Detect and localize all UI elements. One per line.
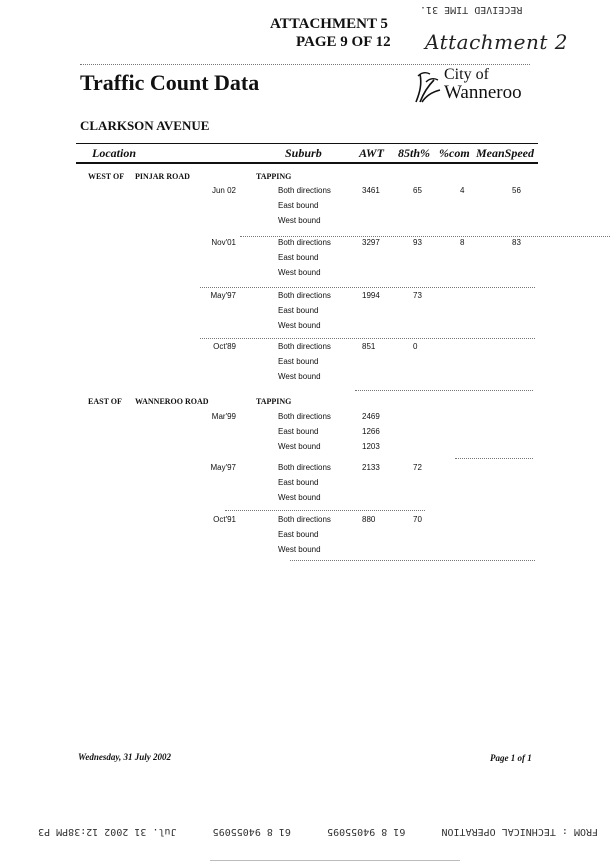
count-date: May'97	[210, 291, 236, 300]
logo-text-wanneroo: Wanneroo	[444, 82, 522, 103]
section-location-a: EAST OF	[88, 397, 122, 406]
count-date: Oct'89	[213, 342, 236, 351]
col-location: Location	[92, 146, 136, 160]
logo-text-city: City of	[444, 66, 489, 83]
scan-noise-line	[355, 390, 533, 392]
fax-from: FROM : TECHNICAL OPERATION	[441, 826, 598, 837]
col-com: %com	[439, 146, 470, 160]
direction-cell: Both directions	[278, 463, 331, 472]
attachment-page: PAGE 9 OF 12	[296, 34, 391, 50]
meanspeed-cell: 56	[512, 186, 521, 195]
direction-cell: West bound	[278, 493, 321, 502]
fax-footer-stamp	[38, 826, 598, 837]
direction-cell: West bound	[278, 372, 321, 381]
scan-edge-line	[210, 860, 460, 861]
count-date: Mar'99	[211, 412, 236, 421]
scan-noise-line	[455, 458, 533, 460]
section-suburb: TAPPING	[256, 172, 292, 181]
direction-cell: East bound	[278, 530, 319, 539]
direction-cell: West bound	[278, 321, 321, 330]
direction-cell: East bound	[278, 253, 319, 262]
fax-number-2: 61 8 94055095	[212, 826, 291, 837]
direction-cell: West bound	[278, 216, 321, 225]
count-date: Jun 02	[211, 186, 236, 195]
com-cell: 8	[460, 238, 465, 247]
section-location-road: WANNEROO ROAD	[135, 397, 209, 406]
awt-cell: 851	[362, 342, 376, 351]
awt-cell: 3297	[362, 238, 380, 247]
page-title: Traffic Count Data	[80, 70, 260, 95]
section-suburb: TAPPING	[256, 397, 292, 406]
direction-cell: East bound	[278, 478, 319, 487]
direction-cell: Both directions	[278, 412, 331, 421]
p85-cell: 93	[413, 238, 422, 247]
p85-cell: 72	[413, 463, 422, 472]
scan-noise-line	[290, 560, 535, 562]
p85-cell: 65	[413, 186, 422, 195]
p85-cell: 73	[413, 291, 422, 300]
direction-cell: East bound	[278, 357, 319, 366]
meanspeed-cell: 83	[512, 238, 521, 247]
direction-cell: Both directions	[278, 342, 331, 351]
direction-cell: Both directions	[278, 291, 331, 300]
col-85th: 85th%	[398, 146, 431, 160]
direction-cell: Both directions	[278, 238, 331, 247]
fax-datetime: Jul. 31 2002 12:38PM P3	[38, 826, 177, 837]
count-date: Oct'91	[213, 515, 236, 524]
p85-cell: 70	[413, 515, 422, 524]
awt-cell: 2469	[362, 412, 380, 421]
awt-cell: 880	[362, 515, 376, 524]
direction-cell: West bound	[278, 442, 321, 451]
direction-cell: West bound	[278, 268, 321, 277]
awt-cell: 2133	[362, 463, 380, 472]
direction-cell: Both directions	[278, 186, 331, 195]
fax-received-stamp: RECEIVED TIME 31.	[420, 4, 523, 15]
col-awt: AWT	[359, 146, 384, 160]
count-date: Nov'01	[211, 238, 236, 247]
count-date: May'97	[210, 463, 236, 472]
p85-cell: 0	[413, 342, 418, 351]
direction-cell: Both directions	[278, 515, 331, 524]
handwritten-note: Attachment 2	[425, 30, 568, 54]
col-suburb: Suburb	[285, 146, 322, 160]
scan-noise-line	[225, 510, 425, 512]
scan-noise-line	[200, 287, 535, 289]
section-location-road: PINJAR ROAD	[135, 172, 190, 181]
footer-page-number: Page 1 of 1	[490, 753, 532, 763]
scan-noise-line	[200, 338, 535, 340]
section-location-a: WEST OF	[88, 172, 125, 181]
awt-cell: 1266	[362, 427, 380, 436]
direction-cell: East bound	[278, 427, 319, 436]
fax-number: 61 8 94055095	[327, 826, 406, 837]
awt-cell: 1203	[362, 442, 380, 451]
col-meanspeed: MeanSpeed	[476, 146, 534, 160]
awt-cell: 1994	[362, 291, 380, 300]
com-cell: 4	[460, 186, 465, 195]
attachment-title: ATTACHMENT 5	[270, 16, 388, 32]
scan-noise-line	[240, 236, 610, 238]
direction-cell: East bound	[278, 306, 319, 315]
awt-cell: 3461	[362, 186, 380, 195]
direction-cell: West bound	[278, 545, 321, 554]
footer-date: Wednesday, 31 July 2002	[78, 752, 171, 762]
direction-cell: East bound	[278, 201, 319, 210]
street-name: CLARKSON AVENUE	[80, 118, 210, 133]
